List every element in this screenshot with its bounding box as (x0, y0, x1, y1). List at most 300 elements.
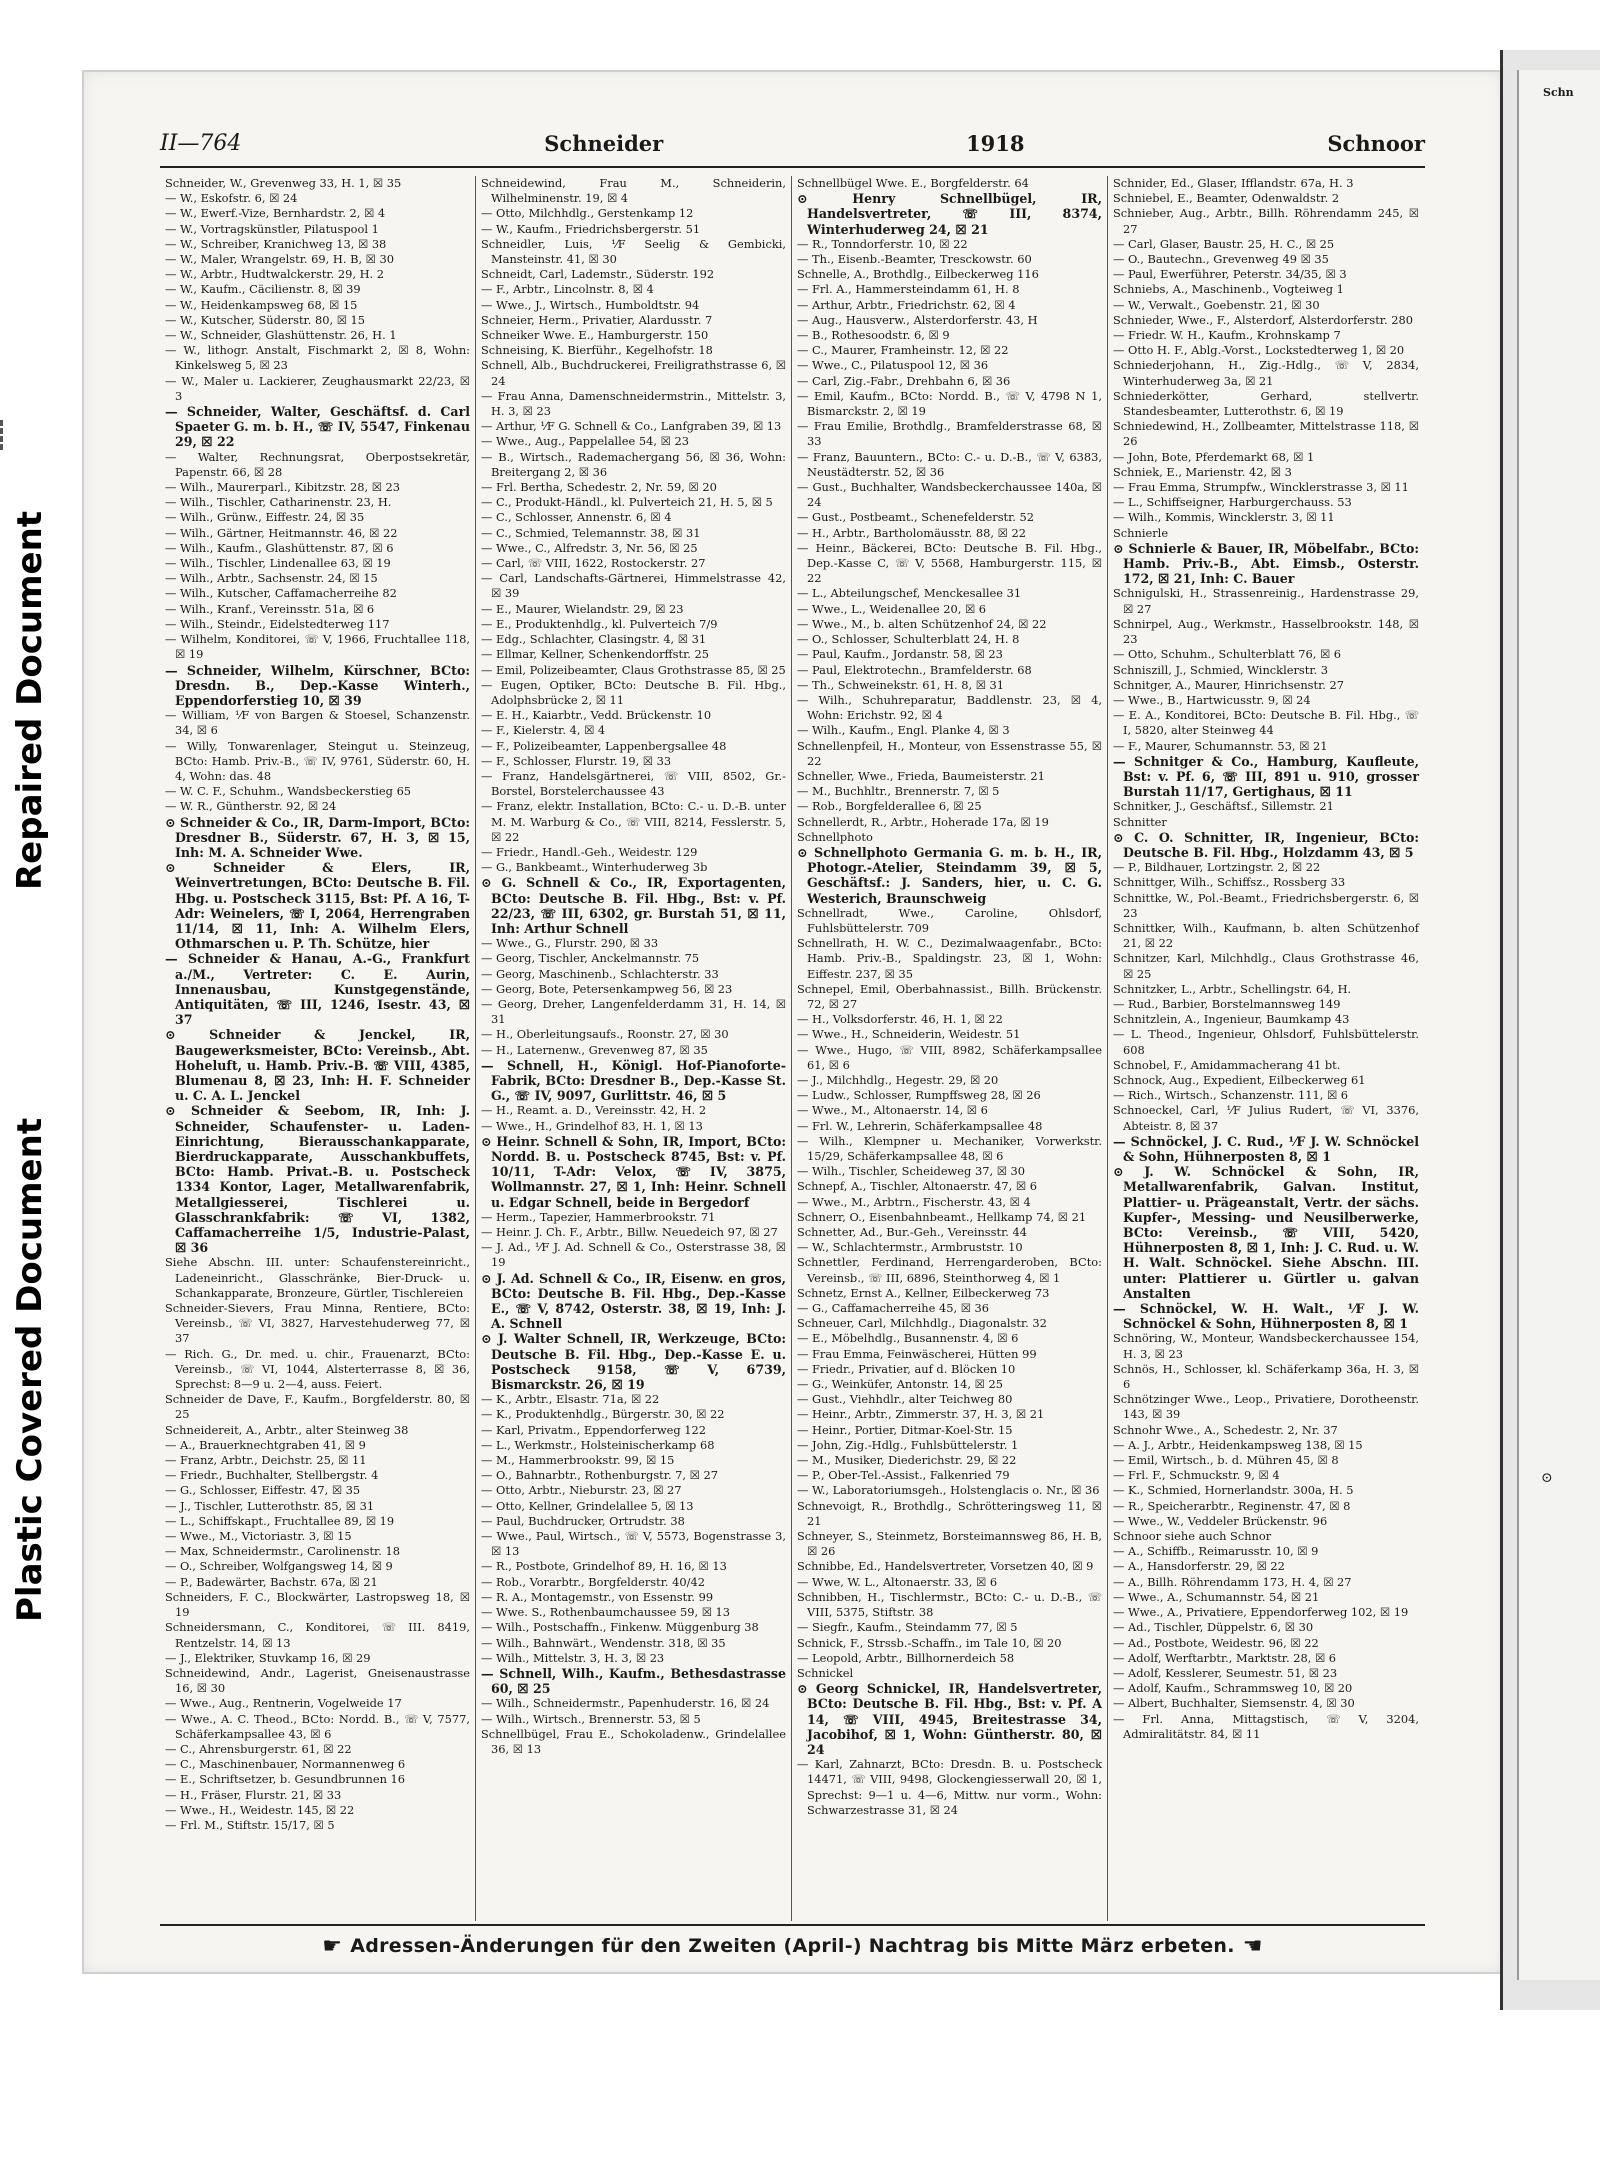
directory-entry: — E. H., Kaiarbtr., Vedd. Brückenstr. 10 (481, 708, 712, 723)
directory-entry: — Wilh., Steindr., Eidelstedterweg 117 (165, 616, 390, 631)
directory-entry: — Leopold, Arbtr., Billhornerdeich 58 (797, 1650, 1015, 1665)
directory-entry: — P., Ober-Tel.-Assist., Falkenried 79 (797, 1468, 1010, 1483)
directory-entry: — J. Ad., ⅟F J. Ad. Schnell & Co., Osterstrasse 38, ☒ 19 (481, 1240, 786, 1270)
directory-entry: — Friedr. W. H., Kaufm., Krohnskamp 7 (1113, 328, 1341, 343)
directory-entry: Schnellerdt, R., Arbtr., Hoherade 17a, ☒ 19 (797, 814, 1049, 829)
directory-entry: — B., Wirtsch., Rademachergang 56, ☒ 36, Wohn: Breitergang 2, ☒ 36 (481, 449, 786, 479)
directory-entry: Schnittger, Wilh., Schiffsz., Rossberg 33 (1113, 875, 1346, 890)
directory-entry-firm: ⊙ Schneider & Co., IR, Darm-Import, BCto: Dresdner B., Süderstr. 67, H. 3, ☒ 15, Inh: M. A. Schneider Wwe. (165, 814, 470, 860)
directory-entry: Schneidersmann, C., Konditorei, ☏ III. 8419, Rentzelstr. 14, ☒ 13 (165, 1620, 470, 1650)
directory-entry-firm: ⊙ Heinr. Schnell & Sohn, IR, Import, BCto: Nordd. B. u. Postscheck 8745, Bst: v. Pf. 10/11, T-Adr: Velox, ☏ IV, 3875, Wollmannstr. 27, ☒ 1, Inh: Heinr. Schnell u. Edgar Schnell, beide in Bergedorf (481, 1133, 786, 1210)
directory-entry: — W., Vortragskünstler, Pilatuspool 1 (165, 221, 379, 236)
directory-entry-firm: — Schnitger & Co., Hamburg, Kaufleute, Bst: v. Pf. 6, ☏ III, 891 u. 910, grosser Burstah 11/17, Gertighaus, ☒ 11 (1113, 753, 1419, 800)
directory-entry: — Wwe., H., Grindelhof 83, H. 1, ☒ 13 (481, 1118, 703, 1133)
directory-entry: — Wwe., M., Arbtrn., Fischerstr. 43, ☒ 4 (797, 1194, 1031, 1209)
directory-entry: — Carl, ☏ VIII, 1622, Rostockerstr. 27 (481, 556, 706, 571)
directory-entry: — W., Ewerf.-Vize, Bernhardstr. 2, ☒ 4 (165, 206, 386, 221)
directory-entry: — Wwe., B., Hartwicusstr. 9, ☒ 24 (1113, 692, 1311, 707)
directory-entry: Schnellphoto (797, 829, 873, 844)
directory-entry: — Frau Emilie, Brothdlg., Bramfelderstrasse 68, ☒ 33 (797, 419, 1102, 449)
directory-entry: — Walter, Rechnungsrat, Oberpostsekretär, Papenstr. 66, ☒ 28 (165, 449, 470, 479)
directory-entry: — Otto, Milchhdlg., Gerstenkamp 12 (481, 206, 694, 221)
directory-entry: — Wwe., C., Alfredstr. 3, Nr. 56, ☒ 25 (481, 540, 698, 555)
header-year: 1918 (966, 130, 1025, 156)
directory-entry: — L., Schiffskapt., Fruchtallee 89, ☒ 19 (165, 1513, 395, 1528)
directory-entry: — W., Heidenkampsweg 68, ☒ 15 (165, 297, 358, 312)
directory-entry-firm: ⊙ J. Ad. Schnell & Co., IR, Eisenw. en gros, BCto: Deutsche B. Fil. Hbg., Dep.-Kasse E., ☏ V, 8742, Osterstr. 38, ☒ 19, Inh: J. A. Schnell (481, 1270, 786, 1332)
directory-entry: Schnigulski, H., Strassenreinig., Hardenstrasse 29, ☒ 27 (1113, 586, 1419, 616)
directory-entry: — Carl, Zig.-Fabr., Drehbahn 6, ☒ 36 (797, 373, 1011, 388)
directory-entry-firm: ⊙ Schneider & Seebom, IR, Inh: J. Schneider, Schaufenster- u. Laden-Einrichtung, Bierausschankapparate, Bierdruckapparate, Ausschankbuffets, BCto: Hamb. Privat.-B. u. Postscheck 1334 Kontor, Lager, Metallwarenfabrik, Metallgiesserei, Tischlerei u. Glasschrankfabrik: ☏ VI, 1382, Caffamacherreihe 1/5, Industrie-Palast, ☒ 36 (165, 1103, 470, 1256)
directory-entry-firm: — Schnöckel, J. C. Rud., ⅟F J. W. Schnöckel & Sohn, Hühnerposten 8, ☒ 1 (1113, 1133, 1419, 1164)
directory-entry: — Wwe., Aug., Pappelallee 54, ☒ 23 (481, 434, 689, 449)
directory-entry-firm: ⊙ G. Schnell & Co., IR, Exportagenten, BCto: Deutsche B. Fil. Hbg., Bst: v. Pf. 22/23, ☏ III, 6302, gr. Burstah 51, ☒ 11, Inh: Arthur Schnell (481, 875, 786, 936)
directory-entry: — Paul, Buchdrucker, Ortrudstr. 38 (481, 1513, 685, 1528)
directory-entry: — B., Rothesoodstr. 6, ☒ 9 (797, 328, 950, 343)
directory-entry: Schnittker, Wilh., Kaufmann, b. alten Schützenhof 21, ☒ 22 (1113, 920, 1419, 951)
directory-entry: — Georg, Bote, Petersenkampweg 56, ☒ 23 (481, 981, 733, 996)
directory-entry: — C., Maurer, Framheinstr. 12, ☒ 22 (797, 343, 1009, 358)
directory-entry: Schnellenpfeil, H., Monteur, von Essenstrasse 55, ☒ 22 (797, 738, 1102, 768)
directory-entry: Schneyer, S., Steinmetz, Borsteimannsweg 86, H. B, ☒ 26 (797, 1529, 1102, 1559)
directory-entry: — E., Schriftsetzer, b. Gesundbrunnen 16 (165, 1772, 406, 1787)
directory-entry: Schneidewind, Frau M., Schneiderin, Wilhelminenstr. 19, ☒ 4 (481, 176, 786, 206)
directory-entry: — C., Schmied, Telemannstr. 38, ☒ 31 (481, 525, 701, 540)
directory-entry: Schneider-Sievers, Frau Minna, Rentiere, BCto: Vereinsb., ☏ VI, 3827, Harvestehuderweg 77, ☒ 37 (165, 1301, 470, 1346)
directory-entry: — Wwe., Paul, Wirtsch., ☏ V, 5573, Bogenstrasse 3, ☒ 13 (481, 1529, 786, 1559)
directory-entry: Schnellbügel, Frau E., Schokoladenw., Grindelallee 36, ☒ 13 (481, 1726, 786, 1756)
directory-entry: — Wilh., Bahnwärt., Wendenstr. 318, ☒ 35 (481, 1635, 726, 1650)
directory-entry: — H., Oberleitungsaufs., Roonstr. 27, ☒ 30 (481, 1027, 729, 1042)
directory-entry: — Siegfr., Kaufm., Steindamm 77, ☒ 5 (797, 1620, 1018, 1635)
directory-entry: — R., Speicherarbtr., Reginenstr. 47, ☒ 8 (1113, 1498, 1351, 1513)
directory-entry: Schnitzer, Karl, Milchhdlg., Claus Grothstrasse 46, ☒ 25 (1113, 951, 1419, 981)
directory-entry: — Friedr., Buchhalter, Stellbergstr. 4 (165, 1468, 379, 1483)
directory-entry: Schnettler, Ferdinand, Herrengarderoben, BCto: Vereinsb., ☏ III, 6896, Steinthorweg 4, ☒ 1 (797, 1255, 1102, 1285)
directory-entry: — Carl, Glaser, Baustr. 25, H. C., ☒ 25 (1113, 236, 1335, 251)
directory-entry: — Ad., Postbote, Weidestr. 96, ☒ 22 (1113, 1635, 1319, 1650)
repaired-document-label: Repaired Document (10, 510, 50, 890)
directory-entry: — Emil, Polizeibeamter, Claus Grothstrasse 85, ☒ 25 (481, 662, 786, 677)
directory-entry-firm: ⊙ Henry Schnellbügel, IR, Handelsvertreter, ☏ III, 8374, Winterhuderweg 24, ☒ 21 (797, 191, 1102, 237)
directory-entry: Schnitzker, L., Arbtr., Schellingstr. 64, H. (1113, 981, 1352, 996)
directory-entry: — Wilh., Arbtr., Sachsenstr. 24, ☒ 15 (165, 571, 378, 586)
directory-entry-firm: ⊙ Georg Schnickel, IR, Handelsvertreter, BCto: Deutsche B. Fil. Hbg., Bst: v. Pf. A 14, ☏ VIII, 4945, Breitestrasse 34, Jacobihof, ☒ 1, Wohn: Güntherstr. 80, ☒ 24 (797, 1681, 1102, 1757)
directory-entry: — Otto, Kellner, Grindelallee 5, ☒ 13 (481, 1498, 694, 1513)
directory-entry: — Wilh., Gärtner, Heitmannstr. 46, ☒ 22 (165, 525, 398, 540)
directory-entry: — Carl, Landschafts-Gärtnerei, Himmelstrasse 42, ☒ 39 (481, 571, 786, 601)
directory-entry: — Wilh., Grünw., Eiffestr. 24, ☒ 35 (165, 510, 365, 525)
directory-entry: — Eugen, Optiker, BCto: Deutsche B. Fil. Hbg., Adolphsbrücke 2, ☒ 11 (481, 677, 786, 707)
directory-entry: Schneidewind, Andr., Lagerist, Gneisenaustrasse 16, ☒ 30 (165, 1665, 470, 1696)
directory-entry: — Willy, Tonwarenlager, Steingut u. Steinzeug, BCto: Hamb. Priv.-B., ☏ IV, 9761, Süderstr. 60, H. 4, Wohn: das. 48 (165, 738, 470, 783)
directory-entry: Schnider, Ed., Glaser, Ifflandstr. 67a, H. 3 (1113, 176, 1354, 190)
directory-entry-firm: — Schnöckel, W. H. Walt., ⅟F J. W. Schnöckel & Sohn, Hühnerposten 8, ☒ 1 (1113, 1301, 1419, 1332)
directory-entry: — Frl. A., Hammersteindamm 61, H. 8 (797, 282, 1020, 297)
directory-entry: — Herm., Tapezier, Hammerbrookstr. 71 (481, 1209, 716, 1224)
directory-entry: — Franz, Bauuntern., BCto: C.- u. D.-B., ☏ V, 6383, Neustädterstr. 52, ☒ 36 (797, 449, 1102, 479)
directory-entry: Schnittke, W., Pol.-Beamt., Friedrichsbergerstr. 6, ☒ 23 (1113, 890, 1419, 920)
directory-entry: Schnöring, W., Monteur, Wandsbeckerchaussee 154, H. 3, ☒ 23 (1113, 1331, 1419, 1361)
directory-entry: — Wilh., Schneidermstr., Papenhuderstr. 16, ☒ 24 (481, 1696, 770, 1711)
directory-entry: — Gust., Buchhalter, Wandsbeckerchaussee 140a, ☒ 24 (797, 480, 1102, 510)
directory-entry: Schnoor siehe auch Schnor (1113, 1529, 1272, 1544)
directory-entry-firm: — Schneider, Walter, Geschäftsf. d. Carl Spaeter G. m. b. H., ☏ IV, 5547, Finkenau 29, ☒ 22 (165, 404, 470, 450)
directory-entry: — Heinr., Portier, Ditmar-Koel-Str. 15 (797, 1422, 1013, 1437)
directory-entry: — Aug., Hausverw., Alsterdorferstr. 43, H (797, 312, 1038, 327)
directory-entry: Schnierle (1113, 525, 1169, 540)
directory-entry: — Arthur, ⅟F G. Schnell & Co., Lanfgraben 39, ☒ 13 (481, 419, 782, 434)
directory-entry: — M., Buchhltr., Brennerstr. 7, ☒ 5 (797, 784, 1000, 799)
directory-column-1 (160, 176, 476, 1921)
directory-entry: — H., Fräser, Flurstr. 21, ☒ 33 (165, 1787, 342, 1802)
pointing-hand-icon: ☛ (322, 1933, 343, 1959)
header-left-word: Schneider (544, 130, 664, 156)
directory-entry: — W., Schlachtermstr., Armbruststr. 10 (797, 1240, 1023, 1255)
directory-entry: — Wwe., W., Veddeler Brückenstr. 96 (1113, 1513, 1328, 1528)
directory-entry: Schnibbe, Ed., Handelsvertreter, Vorsetzen 40, ☒ 9 (797, 1559, 1094, 1574)
directory-entry: — G., Schlosser, Eiffestr. 47, ☒ 35 (165, 1483, 361, 1498)
directory-entry: Schnirpel, Aug., Werkmstr., Hasselbrookstr. 148, ☒ 23 (1113, 616, 1419, 647)
directory-entry: — Heinr., Arbtr., Zimmerstr. 37, H. 3, ☒ 21 (797, 1407, 1045, 1422)
directory-entry: — Wilh., Kommis, Wincklerstr. 3, ☒ 11 (1113, 510, 1335, 525)
directory-entry: — F., Arbtr., Lincolnstr. 8, ☒ 4 (481, 282, 654, 297)
directory-entry: — C., Maschinenbauer, Normannenweg 6 (165, 1757, 406, 1772)
directory-entry: — W., Maler, Wrangelstr. 69, H. B, ☒ 30 (165, 252, 395, 267)
directory-entry: — Wilh., Kaufm., Engl. Planke 4, ☒ 3 (797, 723, 1010, 738)
directory-entry: Schneier, Herm., Privatier, Alardusstr. 7 (481, 312, 713, 327)
directory-entry: — Frau Anna, Damenschneidermstrin., Mittelstr. 3, H. 3, ☒ 23 (481, 388, 786, 419)
directory-entry: — Ellmar, Kellner, Schenkendorffstr. 25 (481, 647, 709, 662)
directory-entry: — Emil, Kaufm., BCto: Nordd. B., ☏ V, 4798 N 1, Bismarckstr. 2, ☒ 19 (797, 388, 1102, 419)
directory-entry: — Th., Schweinekstr. 61, H. 8, ☒ 31 (797, 677, 1005, 692)
directory-entry: — John, Zig.-Hdlg., Fuhlsbüttelerstr. 1 (797, 1437, 1019, 1452)
directory-entry: — W., Verwalt., Goebenstr. 21, ☒ 30 (1113, 297, 1320, 312)
directory-entry: Schnös, H., Schlosser, kl. Schäferkamp 36a, H. 3, ☒ 6 (1113, 1361, 1419, 1392)
directory-entry: — Th., Eisenb.-Beamter, Tresckowstr. 60 (797, 252, 1032, 267)
directory-columns (160, 176, 1425, 1921)
directory-entry: — Franz, elektr. Installation, BCto: C.- u. D.-B. unter M. M. Warburg & Co., ☏ VIII, 8214, Fesslerstr. 5, ☒ 22 (481, 799, 786, 844)
directory-entry: Schnepel, Emil, Oberbahnassist., Billh. Brückenstr. 72, ☒ 27 (797, 981, 1102, 1011)
directory-entry: — A., Hansdorferstr. 29, ☒ 22 (1113, 1559, 1285, 1574)
directory-entry: — Wwe., H., Schneiderin, Weidestr. 51 (797, 1027, 1021, 1042)
directory-entry: — Wwe., H., Weidestr. 145, ☒ 22 (165, 1802, 355, 1817)
directory-entry: Schneuer, Carl, Milchhdlg., Diagonalstr. 32 (797, 1316, 1047, 1331)
directory-entry: Schnitker, J., Geschäftsf., Sillemstr. 21 (1113, 799, 1334, 814)
directory-entry: Schneider de Dave, F., Kaufm., Borgfelderstr. 80, ☒ 25 (165, 1392, 470, 1422)
directory-entry: — Franz, Handelsgärtnerei, ☏ VIII, 8502, Gr.-Borstel, Borstelerchaussee 43 (481, 768, 786, 799)
directory-entry: — W. R., Güntherstr. 92, ☒ 24 (165, 799, 337, 814)
directory-entry: — F., Polizeibeamter, Lappenbergsallee 48 (481, 738, 727, 753)
directory-entry: — L., Abteilungschef, Menckesallee 31 (797, 586, 1022, 601)
directory-entry: Schnötzinger Wwe., Leop., Privatiere, Dorotheenstr. 143, ☒ 39 (1113, 1392, 1419, 1422)
directory-entry: — William, ⅟F von Bargen & Stoesel, Schanzenstr. 34, ☒ 6 (165, 708, 470, 738)
directory-entry: — Wwe., M., b. alten Schützenhof 24, ☒ 22 (797, 616, 1047, 631)
directory-entry: — L. Theod., Ingenieur, Ohlsdorf, Fuhlsbüttelerstr. 608 (1113, 1027, 1419, 1057)
directory-entry: — Otto, Arbtr., Nieburstr. 23, ☒ 27 (481, 1483, 682, 1498)
directory-entry: Schnieder, Wwe., F., Alsterdorf, Alsterdorferstr. 280 (1113, 312, 1413, 327)
directory-entry: — Wilh., Postschaffn., Finkenw. Müggenburg 38 (481, 1620, 759, 1635)
directory-column-2 (476, 176, 792, 1921)
footer-notice: Adressen-Änderungen für den Zweiten (April-) Nachtrag bis Mitte März erbeten. (350, 1935, 1235, 1957)
directory-entry: Schnell, Alb., Buchdruckerei, Freiligrathstrasse 6, ☒ 24 (481, 358, 786, 388)
directory-entry: — Georg, Dreher, Langenfelderdamm 31, H. 14, ☒ 31 (481, 996, 786, 1027)
directory-entry: — Wwe., A. C. Theod., BCto: Nordd. B., ☏ V, 7577, Schäferkampsallee 43, ☒ 6 (165, 1711, 470, 1741)
directory-entry: — O., Bautechn., Grevenweg 49 ☒ 35 (1113, 252, 1329, 267)
directory-entry: — Rud., Barbier, Borstelmannsweg 149 (1113, 996, 1341, 1011)
directory-entry: — W., Kutscher, Süderstr. 80, ☒ 15 (165, 312, 366, 327)
directory-entry: — John, Bote, Pferdemarkt 68, ☒ 1 (1113, 449, 1315, 464)
directory-entry-firm: ⊙ Schneider & Jenckel, IR, Baugewerksmeister, BCto: Vereinsb., Abt. Hoheluft, u. Hamb. Priv.-B. ☏ VIII, 4385, Blumenau 8, ☒ 23, Inh: H. F. Schneider u. C. A. L. Jenckel (165, 1027, 470, 1104)
directory-entry: — R., Tonndorferstr. 10, ☒ 22 (797, 236, 968, 251)
directory-entry: — Otto H. F., Ablg.-Vorst., Lockstedterweg 1, ☒ 20 (1113, 343, 1405, 358)
directory-entry: — Friedr., Handl.-Geh., Weidestr. 129 (481, 844, 698, 859)
directory-entry-firm: ⊙ J. Walter Schnell, IR, Werkzeuge, BCto: Deutsche B. Fil. Hbg., Dep.-Kasse E. u. Postscheck 9158, ☏ V, 6739, Bismarckstr. 26, ☒ 19 (481, 1331, 786, 1393)
directory-entry: Schneiders, F. C., Blockwärter, Lastropsweg 18, ☒ 19 (165, 1589, 470, 1620)
directory-entry: — W., Laboratoriumsgeh., Holstenglacis o. Nr., ☒ 36 (797, 1483, 1100, 1498)
adjacent-page-circle-mark: ⊙ (1541, 1470, 1553, 1486)
directory-entry: — E., Produktenhdlg., kl. Pulverteich 7/9 (481, 616, 718, 631)
directory-entry: Schnibben, H., Tischlermstr., BCto: C.- u. D.-B., ☏ VIII, 5375, Stiftstr. 38 (797, 1589, 1102, 1620)
pointing-hand-left-icon: ☚ (1242, 1933, 1263, 1959)
directory-entry: Schniszill, J., Schmied, Wincklerstr. 3 (1113, 662, 1328, 677)
directory-entry: — Otto, Schuhm., Schulterblatt 76, ☒ 6 (1113, 647, 1342, 662)
directory-entry: — Wwe., A., Schumannstr. 54, ☒ 21 (1113, 1589, 1320, 1604)
directory-entry: — W., Eskofstr. 6, ☒ 24 (165, 191, 298, 206)
header-right-word: Schnoor (1327, 130, 1425, 156)
directory-entry: — C., Produkt-Händl., kl. Pulverteich 21, H. 5, ☒ 5 (481, 495, 773, 510)
directory-entry: — H., Reamt. a. D., Vereinsstr. 42, H. 2 (481, 1103, 707, 1118)
directory-entry: — J., Tischler, Lutterothstr. 85, ☒ 31 (165, 1498, 375, 1513)
directory-entry-firm: — Schneider, Wilhelm, Kürschner, BCto: Dresdn. B., Dep.-Kasse Winterh., Eppendorferstieg 10, ☒ 39 (165, 662, 470, 708)
directory-entry: Schniebel, E., Beamter, Odenwaldstr. 2 (1113, 191, 1340, 206)
directory-entry: — Wilh., Kranf., Vereinsstr. 51a, ☒ 6 (165, 601, 375, 616)
directory-entry: Schnetz, Ernst A., Kellner, Eilbeckerweg 73 (797, 1285, 1050, 1300)
directory-entry: — A., Schiffb., Reimarusstr. 10, ☒ 9 (1113, 1544, 1319, 1559)
directory-entry-firm: — Schnell, H., Königl. Hof-Pianoforte-Fabrik, BCto: Dresdner B., Dep.-Kasse St. G., ☏ IV, 9097, Gurlittstr. 46, ☒ 5 (481, 1057, 786, 1104)
directory-entry: Schnohr Wwe., A., Schedestr. 2, Nr. 37 (1113, 1422, 1338, 1437)
directory-entry: — Ludw., Schlosser, Rumpffsweg 28, ☒ 26 (797, 1088, 1041, 1103)
directory-entry: — K., Arbtr., Elsastr. 71a, ☒ 22 (481, 1392, 660, 1407)
directory-entry: — A., Billh. Röhrendamm 173, H. 4, ☒ 27 (1113, 1574, 1352, 1589)
directory-entry: — K., Produktenhdlg., Bürgerstr. 30, ☒ 22 (481, 1407, 725, 1422)
directory-entry: — G., Caffamacherreihe 45, ☒ 36 (797, 1301, 990, 1316)
directory-column-3 (792, 176, 1108, 1921)
directory-entry: — F., Kielerstr. 4, ☒ 4 (481, 723, 606, 738)
directory-entry: — Wilh., Kaufm., Glashüttenstr. 87, ☒ 6 (165, 540, 394, 555)
directory-entry: — Heinr., Bäckerei, BCto: Deutsche B. Fil. Hbg., Dep.-Kasse C, ☏ V, 5568, Hamburgerstr. 115, ☒ 22 (797, 540, 1102, 586)
directory-entry: — Paul, Ewerführer, Peterstr. 34/35, ☒ 3 (1113, 267, 1347, 282)
plastic-covered-document-label: Plastic Covered Document (10, 1117, 50, 1623)
directory-entry: — Emil, Wirtsch., b. d. Mühren 45, ☒ 8 (1113, 1453, 1339, 1468)
directory-entry: — Wwe., M., Altonaerstr. 14, ☒ 6 (797, 1103, 988, 1118)
directory-entry: — Wwe., L., Weidenallee 20, ☒ 6 (797, 601, 987, 616)
directory-entry: — Heinr. J. Ch. F., Arbtr., Billw. Neuedeich 97, ☒ 27 (481, 1225, 778, 1240)
directory-entry: — Wwe., Hugo, ☏ VIII, 8982, Schäferkampsallee 61, ☒ 6 (797, 1042, 1102, 1072)
header-rule (160, 166, 1425, 168)
directory-entry: — Georg, Maschinenb., Schlachterstr. 33 (481, 966, 719, 981)
directory-entry: Schnelle, A., Brothdlg., Eilbeckerweg 116 (797, 267, 1039, 282)
directory-entry: — Wilhelm, Konditorei, ☏ V, 1966, Fruchtallee 118, ☒ 19 (165, 632, 470, 662)
directory-entry: — Frau Emma, Feinwäscherei, Hütten 99 (797, 1346, 1037, 1361)
directory-entry: Schneidereit, A., Arbtr., alter Steinweg 38 (165, 1422, 409, 1437)
directory-entry: Schneidt, Carl, Lademstr., Süderstr. 192 (481, 267, 715, 282)
directory-entry: Schneising, K. Bierführ., Kegelhofstr. 18 (481, 343, 713, 358)
directory-entry: — J., Milchhdlg., Hegestr. 29, ☒ 20 (797, 1072, 999, 1087)
directory-entry: Schnevoigt, R., Brothdlg., Schrötteringsweg 11, ☒ 21 (797, 1498, 1102, 1528)
directory-entry: — Gust., Postbeamt., Schenefelderstr. 52 (797, 510, 1035, 525)
directory-entry: Schniederjohann, H., Zig.-Hdlg., ☏ V, 2834, Winterhuderweg 3a, ☒ 21 (1113, 358, 1419, 388)
directory-entry: — Frl. Anna, Mittagstisch, ☏ V, 3204, Admiralitätstr. 84, ☒ 11 (1113, 1711, 1419, 1741)
directory-entry: Schnellradt, Wwe., Caroline, Ohlsdorf, Fuhlsbüttelerstr. 709 (797, 905, 1102, 935)
directory-entry: — Frl. F., Schmuckstr. 9, ☒ 4 (1113, 1468, 1280, 1483)
side-label-strip (0, 0, 60, 2177)
directory-entry: Schnitter (1113, 814, 1167, 829)
directory-entry: — Franz, Arbtr., Deichstr. 25, ☒ 11 (165, 1453, 367, 1468)
directory-entry: — Wilh., Tischler, Scheideweg 37, ☒ 30 (797, 1164, 1026, 1179)
directory-entry: Schnetter, Ad., Bur.-Geh., Vereinsstr. 44 (797, 1225, 1027, 1240)
directory-entry: — W., Kaufm., Cäcilienstr. 8, ☒ 39 (165, 282, 361, 297)
directory-entry: — Wwe., C., Pilatuspool 12, ☒ 36 (797, 358, 989, 373)
directory-entry: — W., Arbtr., Hudtwalckerstr. 29, H. 2 (165, 267, 384, 282)
directory-entry: — O., Schlosser, Schulterblatt 24, H. 8 (797, 632, 1020, 647)
directory-entry-firm: ⊙ J. W. Schnöckel & Sohn, IR, Metallwarenfabrik, Galvan. Institut, Plattier- u. Prägeanstalt, Vertr. der sächs. Kupfer-, Messing- und Neusilberwerke, BCto: Vereinsb., ☏ VIII, 5420, Hühnerposten 8, ☒ 1, Inh: J. C. Rud. u. W. H. Walt. Schnöckel. Siehe Abschn. III. unter: Plattierer u. Gürtler u. galvan Anstalten (1113, 1164, 1419, 1301)
directory-entry: Schnitger, A., Maurer, Hinrichsenstr. 27 (1113, 677, 1345, 692)
directory-entry: — G., Weinküfer, Antonstr. 14, ☒ 25 (797, 1377, 1003, 1392)
directory-entry: Schnitzlein, A., Ingenieur, Baumkamp 43 (1113, 1012, 1350, 1027)
directory-entry: — O., Bahnarbtr., Rothenburgstr. 7, ☒ 27 (481, 1468, 718, 1483)
directory-entry: — Max, Schneidermstr., Carolinenstr. 18 (165, 1544, 400, 1559)
directory-entry: — R. A., Montagemstr., von Essenstr. 99 (481, 1589, 714, 1604)
directory-entry: — Wwe, W. L., Altonaerstr. 33, ☒ 6 (797, 1574, 998, 1589)
directory-entry: — Wilh., Maurerparl., Kibitzstr. 28, ☒ 23 (165, 480, 401, 495)
directory-entry: Siehe Abschn. III. unter: Schaufenstereinricht., Ladeneinricht., Glasschränke, Bier-Druck- u. Schankapparate, Bronzeure, Gürtler, Tischlereien (165, 1255, 470, 1300)
directory-entry: Schniedewind, H., Zollbeamter, Mittelstrasse 118, ☒ 26 (1113, 419, 1419, 449)
directory-entry: Schnick, F., Strssb.-Schaffn., im Tale 10, ☒ 20 (797, 1635, 1062, 1650)
directory-entry: — Wilh., Schuhreparatur, Baddlenstr. 23, ☒ 4, Wohn: Erichstr. 92, ☒ 4 (797, 692, 1102, 723)
directory-entry: — H., Arbtr., Bartholomäusstr. 88, ☒ 22 (797, 525, 1026, 540)
directory-entry: — E., Maurer, Wielandstr. 29, ☒ 23 (481, 601, 684, 616)
directory-entry: — Wilh., Tischler, Catharinenstr. 23, H. (165, 495, 392, 510)
directory-entry: — Georg, Tischler, Anckelmannstr. 75 (481, 951, 700, 966)
directory-entry: — W., Maler u. Lackierer, Zeughausmarkt 22/23, ☒ 3 (165, 373, 470, 403)
directory-entry: — W. C. F., Schuhm., Wandsbeckerstieg 65 (165, 784, 412, 799)
directory-entry: Schnoeckel, Carl, ⅟F Julius Rudert, ☏ VI, 3376, Abteistr. 8, ☒ 37 (1113, 1103, 1419, 1133)
adjacent-page-edge (1500, 50, 1600, 2010)
directory-entry: — Wilh., Wirtsch., Brennerstr. 53, ☒ 5 (481, 1711, 701, 1726)
directory-entry: — Wilh., Mittelstr. 3, H. 3, ☒ 23 (481, 1650, 665, 1665)
directory-entry: — R., Postbote, Grindelhof 89, H. 16, ☒ 13 (481, 1559, 727, 1574)
adjacent-page-inner (1517, 70, 1600, 1980)
directory-entry: Schnellbügel Wwe. E., Borgfelderstr. 64 (797, 176, 1029, 190)
directory-entry: — Wwe., M., Victoriastr. 3, ☒ 15 (165, 1529, 352, 1544)
directory-entry: — Frau Emma, Strumpfw., Wincklerstrasse 3, ☒ 11 (1113, 480, 1409, 495)
directory-column-4 (1108, 176, 1424, 1921)
directory-entry: — Adolf, Kesslerer, Seumestr. 51, ☒ 23 (1113, 1665, 1338, 1680)
directory-entry: — Rich. G., Dr. med. u. chir., Frauenarzt, BCto: Vereinsb., ☏ VI, 1044, Alsterterrasse 8, ☒ 36, Sprechst: 8—9 u. 2—4, auss. Feiert. (165, 1346, 470, 1392)
directory-entry: Schneller, Wwe., Frieda, Baumeisterstr. 21 (797, 768, 1045, 783)
directory-entry: — W., Schneider, Glashüttenstr. 26, H. 1 (165, 328, 397, 343)
directory-entry: Schniederkötter, Gerhard, stellvertr. Standesbeamter, Lutterothstr. 6, ☒ 19 (1113, 388, 1419, 419)
directory-entry: — A. J., Arbtr., Heidenkampsweg 138, ☒ 15 (1113, 1437, 1363, 1452)
directory-entry: — Karl, Privatm., Eppendorferweg 122 (481, 1422, 706, 1437)
directory-entry: — F., Maurer, Schumannstr. 53, ☒ 21 (1113, 738, 1328, 753)
directory-entry: Schnellrath, H. W. C., Dezimalwaagenfabr., BCto: Hamb. Priv.-B., Spaldingstr. 23, ☒ 1, Wohn: Eiffestr. 237, ☒ 35 (797, 936, 1102, 981)
directory-entry: — Frl. M., Stiftstr. 15/17, ☒ 5 (165, 1817, 335, 1832)
page-footer (160, 1930, 1425, 1962)
directory-entry: — Karl, Zahnarzt, BCto: Dresdn. B. u. Postscheck 14471, ☏ VIII, 9498, Glockengiesserwall 20, ☒ 1, Sprechst: 9—1 u. 4—6, Mittw. nur vorm., Wohn: Schwarzestrasse 31, ☒ 24 (797, 1757, 1102, 1817)
directory-entry: Schneiker Wwe. E., Hamburgerstr. 150 (481, 328, 709, 343)
directory-entry: Schnieber, Aug., Arbtr., Billh. Röhrendamm 245, ☒ 27 (1113, 206, 1419, 236)
directory-entry: — Albert, Buchhalter, Siemsenstr. 4, ☒ 30 (1113, 1696, 1355, 1711)
page-number: II—764 (160, 130, 242, 156)
directory-entry: Schneider, W., Grevenweg 33, H. 1, ☒ 35 (165, 176, 402, 190)
directory-entry: — M., Hammerbrookstr. 99, ☒ 15 (481, 1453, 675, 1468)
directory-entry: Schnepf, A., Tischler, Altonaerstr. 47, ☒ 6 (797, 1179, 1037, 1194)
directory-entry: Schniebs, A., Maschinenb., Vogteiweg 1 (1113, 282, 1344, 297)
directory-entry: — Rich., Wirtsch., Schanzenstr. 111, ☒ 6 (1113, 1088, 1349, 1103)
directory-entry: — H., Laternenw., Grevenweg 87, ☒ 35 (481, 1042, 708, 1057)
directory-entry: — Wwe., J., Wirtsch., Humboldtstr. 94 (481, 297, 700, 312)
directory-entry: — Frl. Bertha, Schedestr. 2, Nr. 59, ☒ 20 (481, 480, 717, 495)
directory-entry: — Wilh., Klempner u. Mechaniker, Vorwerkstr. 15/29, Schäferkampsallee 48, ☒ 6 (797, 1133, 1102, 1163)
page-header (160, 126, 1425, 160)
directory-entry-firm: — Schnell, Wilh., Kaufm., Bethesdastrasse 60, ☒ 25 (481, 1665, 786, 1697)
directory-entry: — W., Kaufm., Friedrichsbergerstr. 51 (481, 221, 701, 236)
directory-entry: — J., Elektriker, Stuvkamp 16, ☒ 29 (165, 1650, 371, 1665)
directory-entry: — K., Schmied, Hornerlandstr. 300a, H. 5 (1113, 1483, 1354, 1498)
directory-entry: — Wwe. S., Rothenbaumchaussee 59, ☒ 13 (481, 1605, 731, 1620)
directory-entry: — Frl. W., Lehrerin, Schäferkampsallee 48 (797, 1118, 1043, 1133)
directory-entry: Schnerr, O., Eisenbahnbeamt., Hellkamp 74, ☒ 21 (797, 1209, 1087, 1224)
directory-entry: Schniek, E., Marienstr. 42, ☒ 3 (1113, 464, 1292, 479)
directory-entry: — P., Bildhauer, Lortzingstr. 2, ☒ 22 (1113, 860, 1321, 875)
directory-entry: — E., Möbelhdlg., Busannenstr. 4, ☒ 6 (797, 1331, 1019, 1346)
directory-entry: — Edg., Schlachter, Clasingstr. 4, ☒ 31 (481, 632, 707, 647)
directory-entry: — L., Werkmstr., Holsteinischerkamp 68 (481, 1437, 715, 1452)
directory-entry: — Gust., Viehhdlr., alter Teichweg 80 (797, 1392, 1013, 1407)
directory-entry-firm: ⊙ Schneider & Elers, IR, Weinvertretungen, BCto: Deutsche B. Fil. Hbg. u. Postscheck 3115, Bst: Pf. A 16, T-Adr: Weinelers, ☏ I, 2064, Herrengraben 11/14, ☒ 11, Inh: A. Wilhelm Elers, Othmarschen u. P. Th. Schütze, hier (165, 860, 470, 952)
directory-entry: — Wwe., Aug., Rentnerin, Vogelweide 17 (165, 1696, 402, 1711)
adjacent-page-fragment: Schn (1543, 86, 1574, 99)
directory-entry: — Friedr., Privatier, auf d. Blöcken 10 (797, 1361, 1016, 1376)
directory-entry: — L., Schiffseigner, Harburgerchauss. 53 (1113, 495, 1352, 510)
directory-entry: Schneidler, Luis, ⅟F Seelig & Gembicki, Mansteinstr. 41, ☒ 30 (481, 236, 786, 267)
footer-rule (160, 1924, 1425, 1926)
directory-entry: — E. A., Konditorei, BCto: Deutsche B. Fil. Hbg., ☏ I, 5820, alter Steinweg 44 (1113, 708, 1419, 738)
directory-entry: — Wilh., Kutscher, Caffamacherreihe 82 (165, 586, 397, 601)
directory-entry: Schnobel, F., Amidammacherang 41 bt. (1113, 1057, 1341, 1072)
directory-entry-firm: — Schneider & Hanau, A.-G., Frankfurt a./M., Vertreter: C. E. Aurin, Innenausbau, Kunstgegenstände, Antiquitäten, ☏ III, 1246, Isestr. 43, ☒ 37 (165, 951, 470, 1028)
directory-entry: — Wwe., A., Privatiere, Eppendorferweg 102, ☒ 19 (1113, 1605, 1409, 1620)
directory-entry-firm: ⊙ Schnierle & Bauer, IR, Möbelfabr., BCto: Hamb. Priv.-B., Abt. Eimsb., Osterstr. 172, ☒ 21, Inh: C. Bauer (1113, 540, 1419, 587)
directory-entry: — Paul, Kaufm., Jordanstr. 58, ☒ 23 (797, 647, 1003, 662)
directory-entry: — Arthur, Arbtr., Friedrichstr. 62, ☒ 4 (797, 297, 1016, 312)
directory-entry: — A., Brauerknechtgraben 41, ☒ 9 (165, 1437, 366, 1452)
directory-entry: — Rob., Vorarbtr., Borgfelderstr. 40/42 (481, 1574, 705, 1589)
directory-entry: — W., Schreiber, Kranichweg 13, ☒ 38 (165, 236, 387, 251)
directory-entry: — M., Musiker, Diederichstr. 29, ☒ 22 (797, 1453, 1017, 1468)
directory-entry: — P., Badewärter, Bachstr. 67a, ☒ 21 (165, 1574, 378, 1589)
directory-entry: — H., Volksdorferstr. 46, H. 1, ☒ 22 (797, 1012, 1003, 1027)
directory-entry: — W., lithogr. Anstalt, Fischmarkt 2, ☒ 8, Wohn: Kinkelsweg 5, ☒ 23 (165, 343, 470, 373)
directory-entry: — F., Schlosser, Flurstr. 19, ☒ 33 (481, 753, 672, 768)
directory-entry: — Ad., Tischler, Düppelstr. 6, ☒ 30 (1113, 1620, 1314, 1635)
directory-entry: — C., Ahrensburgerstr. 61, ☒ 22 (165, 1741, 352, 1756)
directory-entry: — G., Bankbeamt., Winterhuderweg 3b (481, 860, 708, 875)
directory-entry-firm: ⊙ C. O. Schnitter, IR, Ingenieur, BCto: Deutsche B. Fil. Hbg., Holzdamm 43, ☒ 5 (1113, 829, 1419, 860)
directory-entry: Schnock, Aug., Expedient, Eilbeckerweg 61 (1113, 1072, 1366, 1087)
